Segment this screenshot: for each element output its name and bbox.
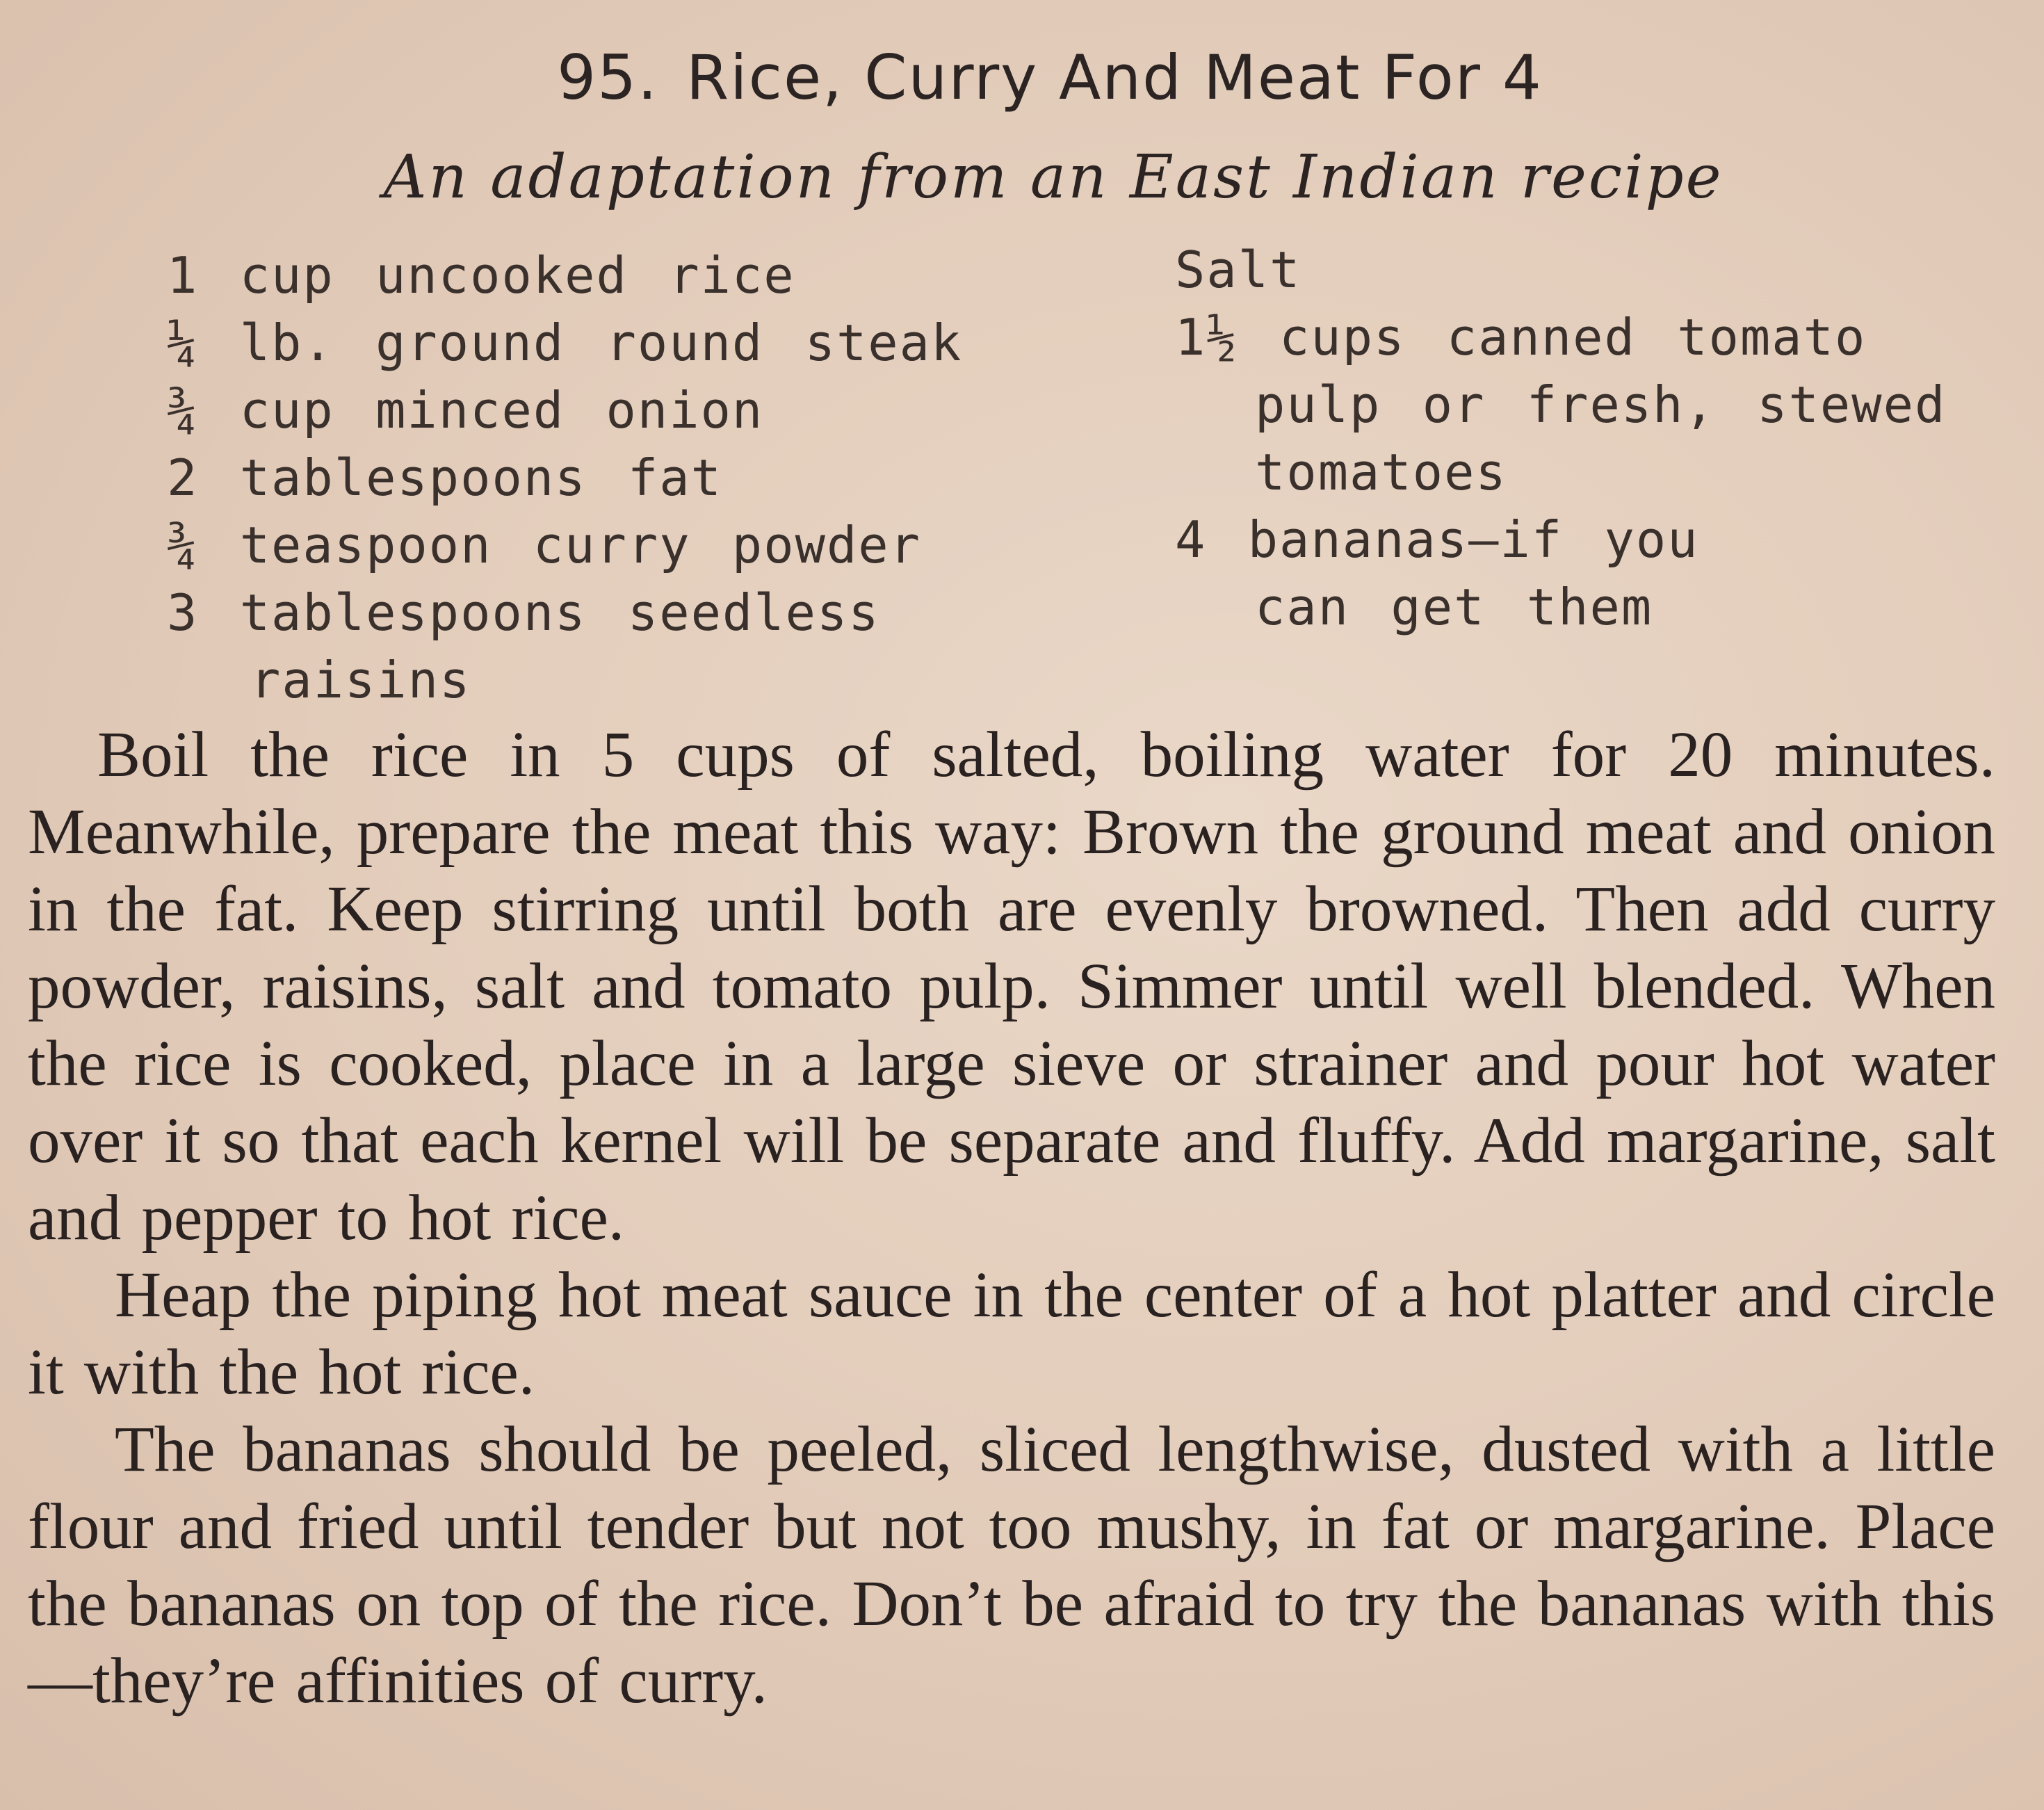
ingredient-line-continued: can get them xyxy=(1255,578,1653,636)
recipe-title-line xyxy=(0,42,2044,113)
ingredient-line: 4 bananas—if you xyxy=(1175,510,1699,569)
ingredient-line: ¾ teaspoon curry powder xyxy=(167,516,921,574)
ingredient-line: ¼ lb. ground round steak xyxy=(167,314,963,372)
ingredients-left-column xyxy=(167,242,1071,714)
ingredient-line-continued: raisins xyxy=(250,651,471,709)
ingredient-line: 2 tablespoons fat xyxy=(167,449,722,507)
recipe-subtitle: An adaptation from an East Indian recipe xyxy=(383,143,1723,212)
ingredients-right-column xyxy=(1175,236,1981,641)
instruction-paragraph: Heap the piping hot meat sauce in the center of a hot platter and circle it with the hot rice. xyxy=(28,1259,1995,1408)
ingredient-line: 3 tablespoons seedless xyxy=(167,583,880,642)
ingredient-line: 1½ cups canned tomato xyxy=(1175,308,1867,366)
instruction-paragraph: The bananas should be peeled, sliced lengthwise, dusted with a little flour and fried until tender but not too mushy, in fat or margarine. Place the bananas on top of the rice. Don’t be afraid to try the bananas with this—they’re affinities of curry. xyxy=(28,1414,1995,1717)
recipe-instructions xyxy=(28,716,1995,1720)
recipe-number: 95. xyxy=(557,42,659,113)
ingredient-line: Salt xyxy=(1175,241,1301,299)
ingredient-line: 1 cup uncooked rice xyxy=(167,246,795,305)
ingredient-line-continued: pulp or fresh, stewed xyxy=(1255,375,1947,434)
recipe-title: Rice, Curry And Meat For 4 xyxy=(686,42,1543,113)
instruction-paragraph: Boil the rice in 5 cups of salted, boiling water for 20 minutes. Meanwhile, prepare the meat this way: Brown the ground meat and onion in the fat. Keep stirring until both are evenly browned. Then add curry powder, raisins, salt and tomato pulp. Simmer until well blended. When the rice is cooked, place in a large sieve or strainer and pour hot water over it so that each kernel will be separate and fluffy. Add margarine, salt and pepper to hot rice. xyxy=(28,719,1995,1254)
ingredient-line: ¾ cup minced onion xyxy=(167,381,764,439)
ingredient-line-continued: tomatoes xyxy=(1255,443,1507,501)
